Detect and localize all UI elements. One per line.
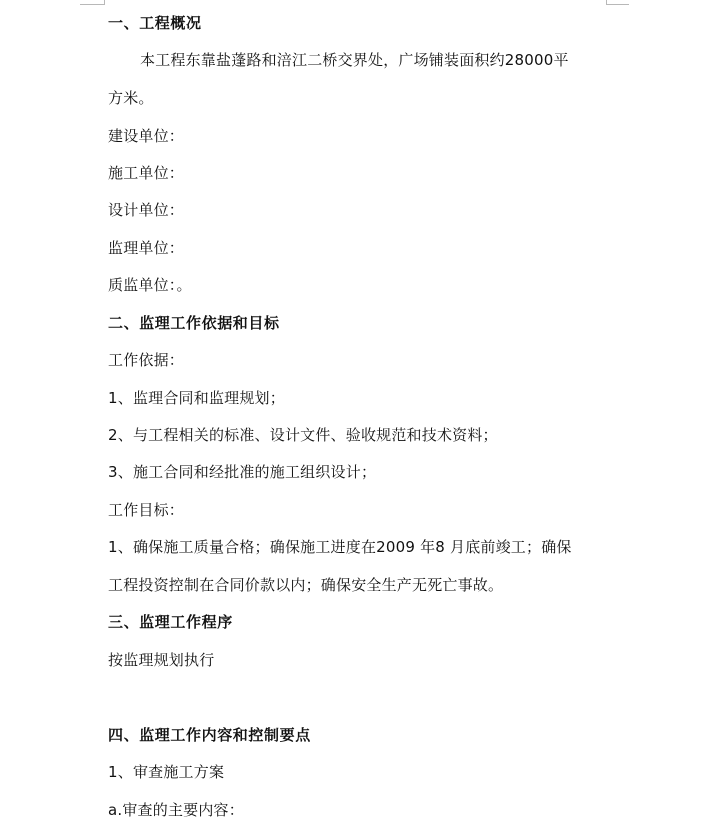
basis-item-3: 3、施工合同和经批准的施工组织设计； <box>108 463 377 481</box>
work-goal-label: 工作目标： <box>108 501 185 519</box>
work-basis-label: 工作依据： <box>108 351 185 369</box>
section2-heading: 二、监理工作依据和目标 <box>108 314 280 332</box>
section1-paragraph-line2: 方米。 <box>108 89 154 107</box>
section4-item-1: 1、审查施工方案 <box>108 763 225 781</box>
goal-item-line1: 1、确保施工质量合格；确保施工进度在2009 年8 月底前竣工；确保 <box>108 538 572 556</box>
section4-heading: 四、监理工作内容和控制要点 <box>108 726 311 744</box>
construction-unit-label: 建设单位： <box>108 127 185 145</box>
section4-sub-a: a.审查的主要内容： <box>108 801 244 819</box>
section1-heading: 一、工程概况 <box>108 14 202 32</box>
crop-mark-left <box>80 4 104 5</box>
supervision-unit-label: 监理单位： <box>108 239 185 257</box>
crop-mark-right <box>607 4 629 5</box>
quality-supervision-unit-label: 质监单位：。 <box>108 276 192 294</box>
basis-item-2: 2、与工程相关的标准、设计文件、验收规范和技术资料； <box>108 426 498 444</box>
section1-paragraph-line1: 本工程东靠盐蓬路和涪江二桥交界处，广场铺装面积约28000平 <box>140 51 569 69</box>
section3-heading: 三、监理工作程序 <box>108 613 233 631</box>
basis-item-1: 1、监理合同和监理规划； <box>108 389 285 407</box>
goal-item-line2: 工程投资控制在合同价款以内；确保安全生产无死亡事故。 <box>108 576 504 594</box>
section3-text: 按监理规划执行 <box>108 651 215 669</box>
contractor-unit-label: 施工单位： <box>108 164 185 182</box>
crop-mark-left-vertical <box>104 0 105 5</box>
crop-mark-right-vertical <box>606 0 607 5</box>
design-unit-label: 设计单位： <box>108 201 185 219</box>
